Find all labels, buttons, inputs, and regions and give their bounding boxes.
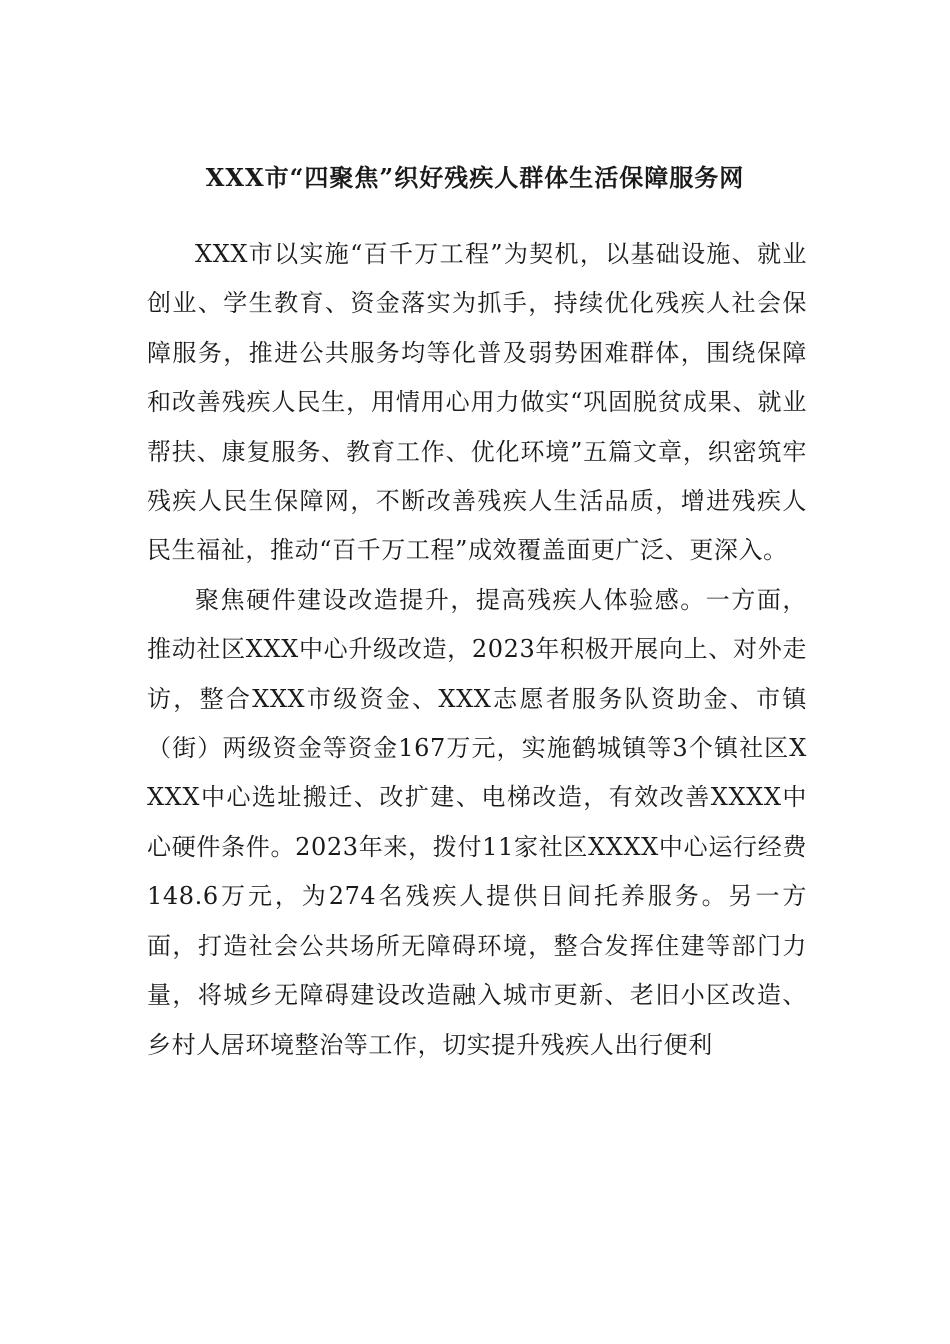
document-title: XXX市“四聚焦”织好残疾人群体生活保障服务网 (205, 163, 745, 192)
document-body (147, 230, 807, 1070)
paragraph-hardware: 聚焦硬件建设改造提升，提高残疾人体验感。一方面，推动社区XXX中心升级改造，2023年积极开展向上、对外走访，整合XXX市级资金、XXX志愿者服务队资助金、市镇（街）两级资金等资金167万元，实施鹤城镇等3个镇社区XXXX中心选址搬迁、改扩建、电梯改造，有效改善XXXX中心硬件条件。2023年来，拨付11家社区XXXX中心运行经费148.6万元，为274名残疾人提供日间托养服务。另一方面，打造社会公共场所无障碍环境，整合发挥住建等部门力量，将城乡无障碍建设改造融入城市更新、老旧小区改造、乡村人居环境整治等工作，切实提升残疾人出行便利 (147, 585, 807, 1059)
paragraph-intro: XXX市以实施“百千万工程”为契机，以基础设施、就业创业、学生教育、资金落实为抓手，持续优化残疾人社会保障服务，推进公共服务均等化普及弱势困难群体，围绕保障和改善残疾人民生，用情用心用力做实“巩固脱贫成果、就业帮扶、康复服务、教育工作、优化环境”五篇文章，织密筑牢残疾人民生保障网，不断改善残疾人生活品质，增进残疾人民生福祉，推动“百千万工程”成效覆盖面更广泛、更深入。 (147, 240, 807, 565)
